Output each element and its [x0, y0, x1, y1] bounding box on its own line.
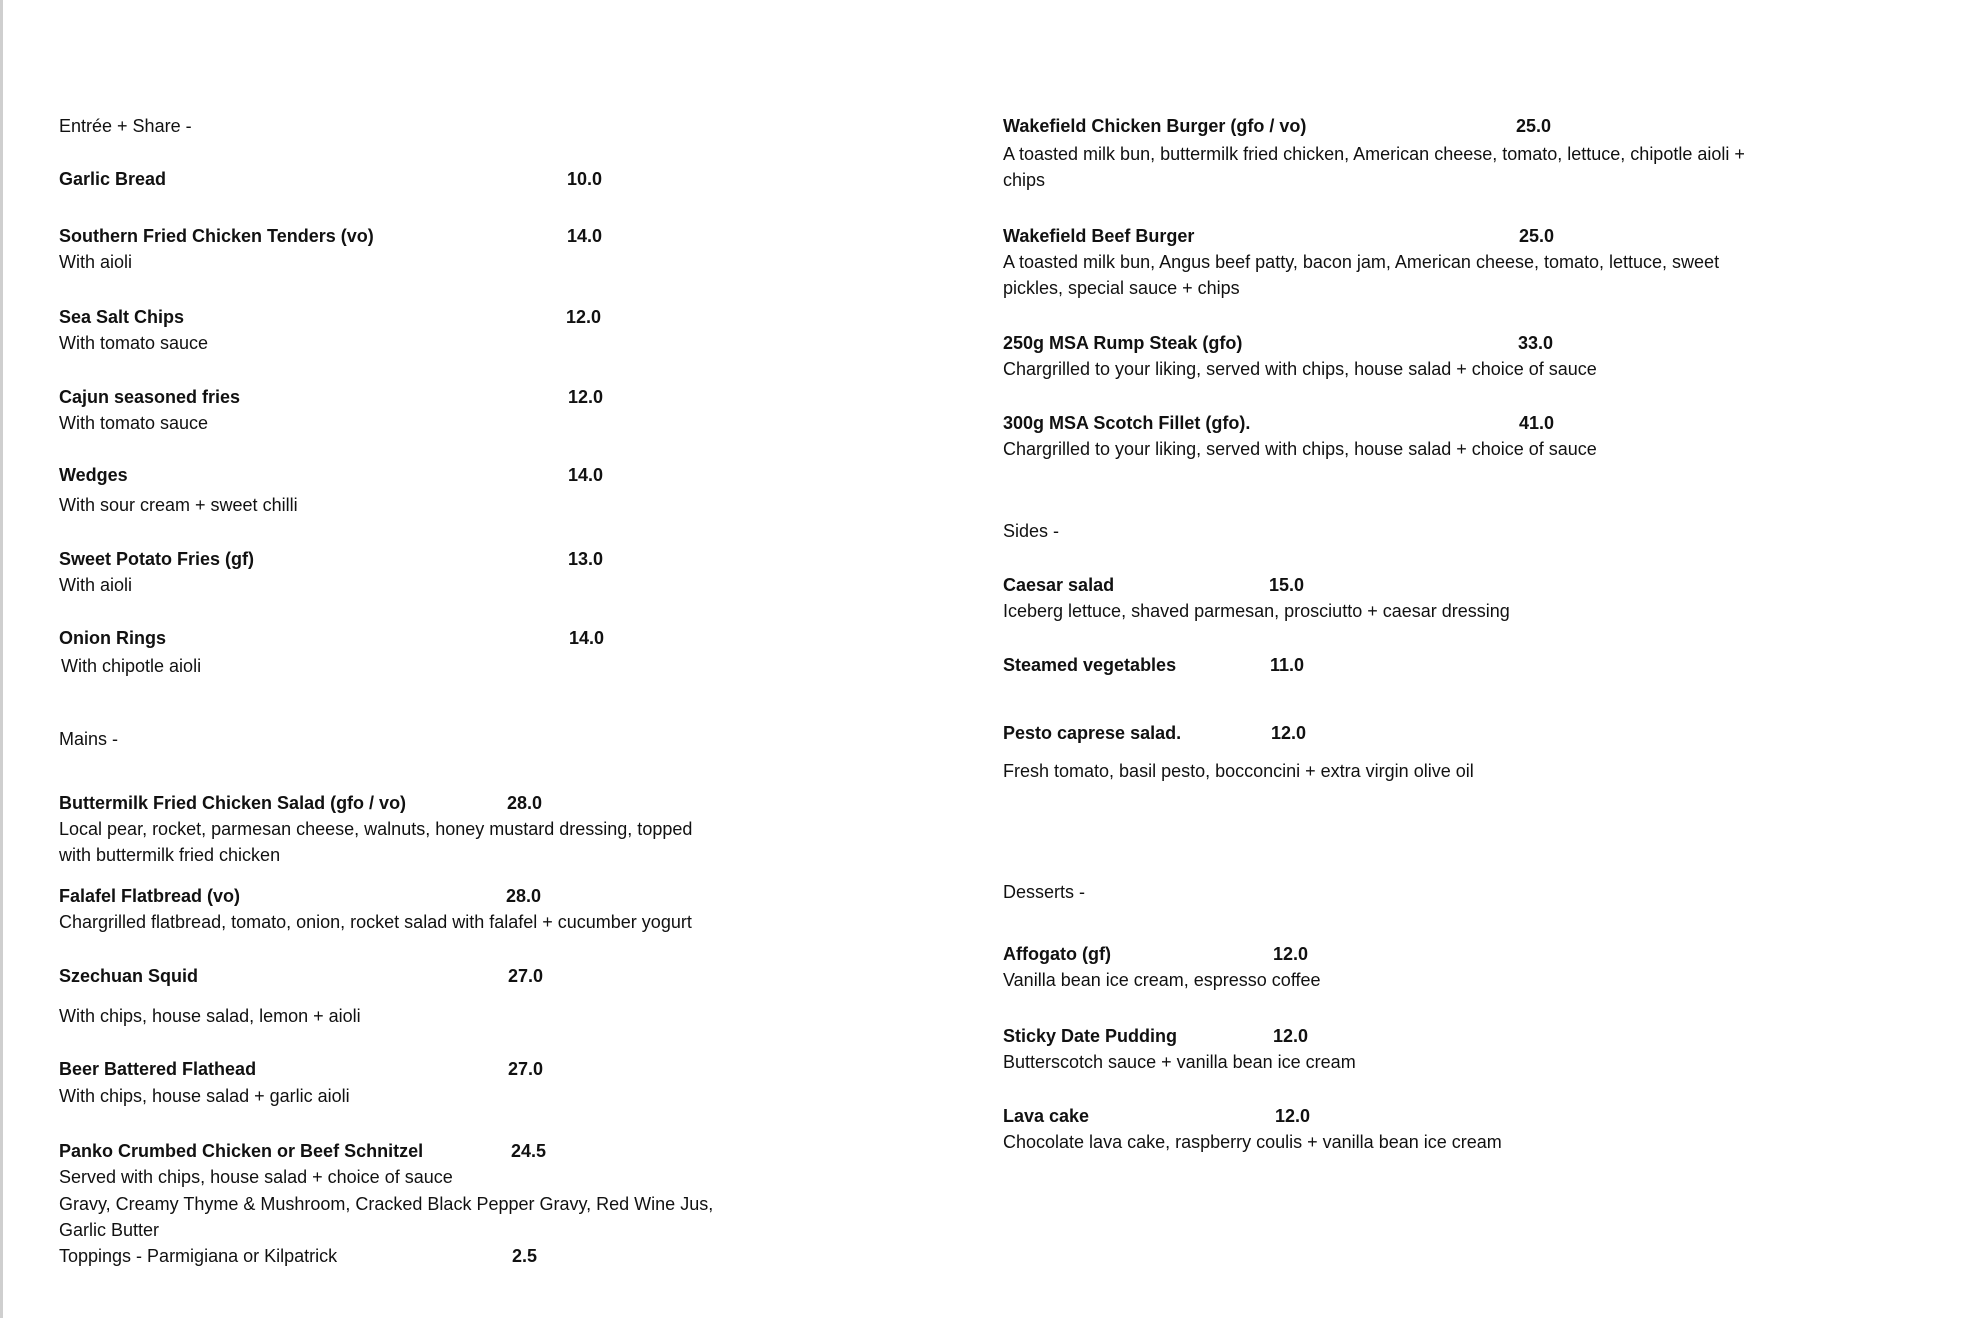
- item-description: Butterscotch sauce + vanilla bean ice cream: [1003, 1052, 1356, 1072]
- item-name: Wedges: [59, 465, 128, 485]
- item-description: chips: [1003, 170, 1046, 190]
- item-name: Szechuan Squid: [59, 966, 199, 986]
- item-description: With tomato sauce: [59, 333, 209, 353]
- item-price: 12.0: [1273, 1026, 1309, 1046]
- item-price: 24.5: [511, 1141, 547, 1161]
- item-name: Steamed vegetables: [1003, 655, 1177, 675]
- item-name: 250g MSA Rump Steak (gfo): [1003, 333, 1243, 353]
- item-price: 28.0: [507, 793, 543, 813]
- item-description: Local pear, rocket, parmesan cheese, walnuts, honey mustard dressing, topped: [59, 819, 693, 839]
- item-price: 41.0: [1519, 413, 1555, 433]
- item-name: Onion Rings: [59, 628, 166, 648]
- toppings-price: 2.5: [512, 1246, 538, 1266]
- section-heading-sides: Sides -: [1003, 521, 1060, 541]
- section-heading-entree: Entrée + Share -: [59, 116, 192, 136]
- item-price: 27.0: [508, 1059, 544, 1079]
- item-name: Affogato (gf): [1003, 944, 1111, 964]
- item-description: Iceberg lettuce, shaved parmesan, prosciutto + caesar dressing: [1003, 601, 1510, 621]
- item-price: 10.0: [567, 169, 603, 189]
- item-name: Falafel Flatbread (vo): [59, 886, 241, 906]
- item-price: 13.0: [568, 549, 604, 569]
- item-name: Southern Fried Chicken Tenders (vo): [59, 226, 374, 246]
- item-description: Fresh tomato, basil pesto, bocconcini + extra virgin olive oil: [1003, 761, 1474, 781]
- item-description: With chipotle aioli: [61, 656, 202, 676]
- item-name: Cajun seasoned fries: [59, 387, 241, 407]
- item-price: 15.0: [1269, 575, 1305, 595]
- item-description: With chips, house salad, lemon + aioli: [59, 1006, 361, 1026]
- item-name: Lava cake: [1003, 1106, 1090, 1126]
- item-description: A toasted milk bun, Angus beef patty, bacon jam, American cheese, tomato, lettuce, sweet: [1003, 252, 1720, 272]
- item-name: Sea Salt Chips: [59, 307, 185, 327]
- section-heading-desserts: Desserts -: [1003, 882, 1086, 902]
- item-description: Served with chips, house salad + choice of sauce: [59, 1167, 453, 1187]
- item-description: Chargrilled flatbread, tomato, onion, rocket salad with falafel + cucumber yogurt: [59, 912, 692, 932]
- item-name: 300g MSA Scotch Fillet (gfo).: [1003, 413, 1251, 433]
- item-price: 12.0: [1273, 944, 1309, 964]
- item-price: 14.0: [568, 465, 604, 485]
- item-name: Wakefield Beef Burger: [1003, 226, 1195, 246]
- item-name: Buttermilk Fried Chicken Salad (gfo / vo): [59, 793, 407, 813]
- item-description: With aioli: [59, 252, 133, 272]
- item-description: Chargrilled to your liking, served with chips, house salad + choice of sauce: [1003, 359, 1597, 379]
- item-name: Panko Crumbed Chicken or Beef Schnitzel: [59, 1141, 424, 1161]
- item-name: Sticky Date Pudding: [1003, 1026, 1178, 1046]
- item-price: 11.0: [1270, 655, 1305, 675]
- section-heading-mains: Mains -: [59, 729, 119, 749]
- item-name: Pesto caprese salad.: [1003, 723, 1182, 743]
- item-description: With chips, house salad + garlic aioli: [59, 1086, 350, 1106]
- item-name: Sweet Potato Fries (gf): [59, 549, 255, 569]
- item-price: 33.0: [1518, 333, 1554, 353]
- item-description: With aioli: [59, 575, 133, 595]
- item-price: 12.0: [1271, 723, 1307, 743]
- item-name: Caesar salad: [1003, 575, 1115, 595]
- item-description: Garlic Butter: [59, 1220, 160, 1240]
- item-price: 25.0: [1516, 116, 1552, 136]
- item-price: 12.0: [566, 307, 602, 327]
- item-description: With tomato sauce: [59, 413, 209, 433]
- item-description: A toasted milk bun, buttermilk fried chicken, American cheese, tomato, lettuce, chipotle aioli +: [1003, 144, 1745, 164]
- item-price: 14.0: [567, 226, 603, 246]
- item-description: with buttermilk fried chicken: [59, 845, 281, 865]
- item-description: Vanilla bean ice cream, espresso coffee: [1003, 970, 1321, 990]
- item-name: Wakefield Chicken Burger (gfo / vo): [1003, 116, 1307, 136]
- item-price: 27.0: [508, 966, 544, 986]
- item-description: Chocolate lava cake, raspberry coulis + vanilla bean ice cream: [1003, 1132, 1502, 1152]
- item-price: 12.0: [568, 387, 604, 407]
- item-description: Chargrilled to your liking, served with chips, house salad + choice of sauce: [1003, 439, 1597, 459]
- item-description: pickles, special sauce + chips: [1003, 278, 1240, 298]
- item-price: 28.0: [506, 886, 542, 906]
- page-edge: [0, 0, 3, 1318]
- item-description: With sour cream + sweet chilli: [59, 495, 298, 515]
- item-price: 12.0: [1275, 1106, 1311, 1126]
- item-price: 14.0: [569, 628, 605, 648]
- item-name: Beer Battered Flathead: [59, 1059, 257, 1079]
- toppings-label: Toppings - Parmigiana or Kilpatrick: [59, 1246, 338, 1266]
- item-description: Gravy, Creamy Thyme & Mushroom, Cracked Black Pepper Gravy, Red Wine Jus,: [59, 1194, 714, 1214]
- item-price: 25.0: [1519, 226, 1555, 246]
- item-name: Garlic Bread: [59, 169, 167, 189]
